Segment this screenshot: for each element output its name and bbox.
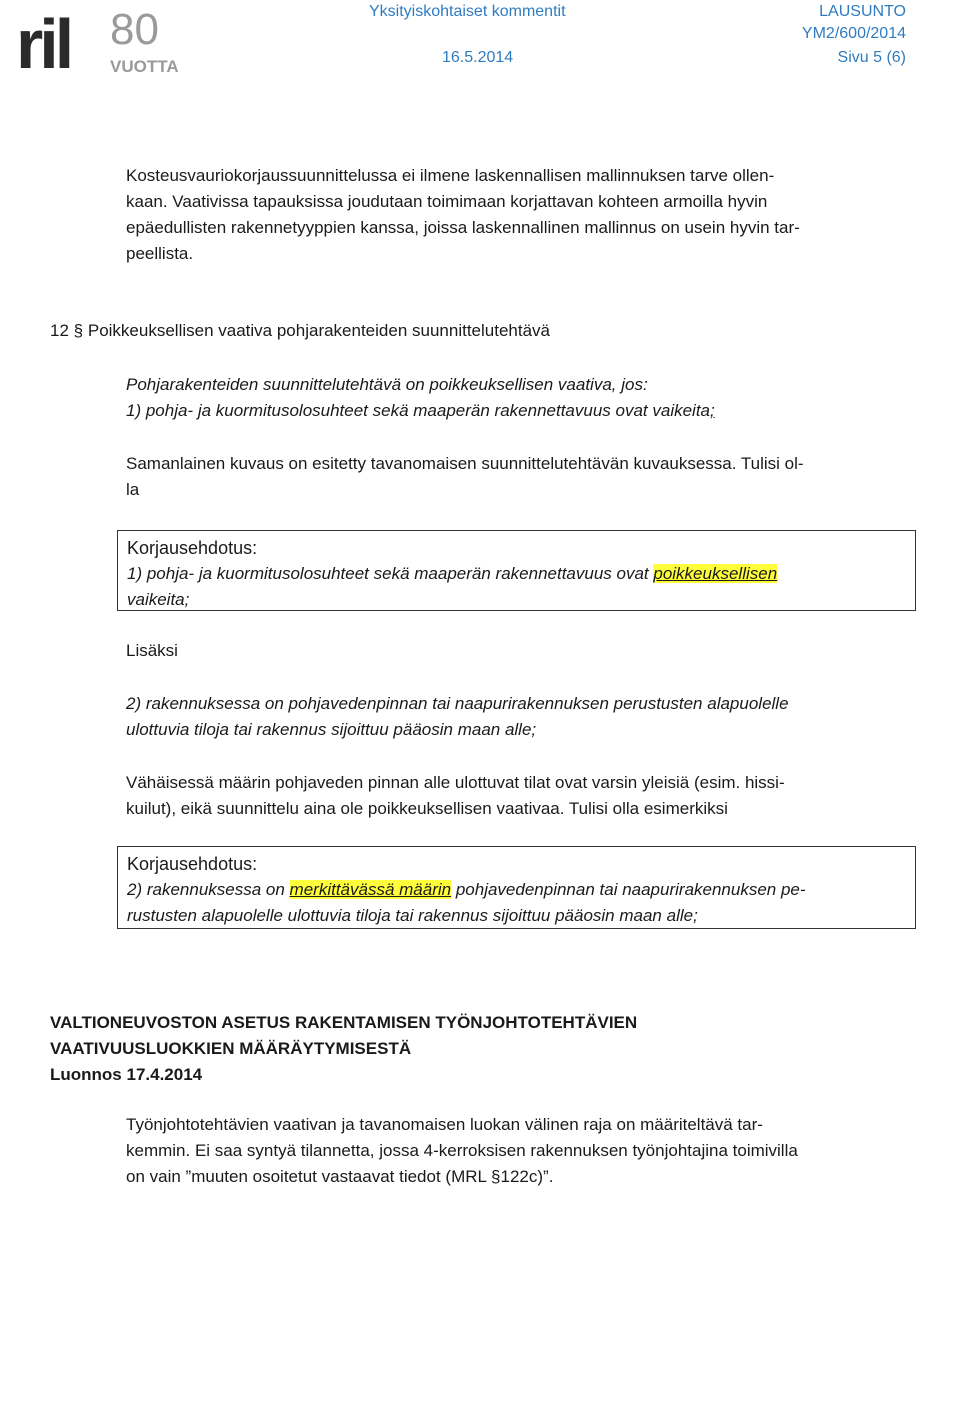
highlighted-text: poikkeuksellisen (653, 564, 778, 583)
correction-line: rustusten alapuolelle ulottuvia tiloja tai rakennus sijoittuu pääosin maan alle; (127, 906, 698, 925)
correction-text: pohjavedenpinnan tai naapurirakennuksen pe- (451, 880, 806, 899)
correction-label: Korjausehdotus: (127, 538, 258, 558)
doc-kind: Yksityiskohtaiset kommentit (369, 3, 566, 20)
comment-line: kuilut), eikä suunnittelu aina ole poikkeuksellisen vaativaa. Tulisi olla esimerkiksi (126, 799, 728, 818)
page-number: Sivu 5 (6) (837, 49, 906, 66)
correction-label: Korjausehdotus: (127, 854, 258, 874)
logo-ril-text: ril (16, 5, 71, 83)
final-line: Työnjohtotehtävien vaativan ja tavanomaisen luokan välinen raja on määriteltävä tar- (126, 1115, 763, 1134)
comment-paragraph (126, 451, 906, 503)
quote-line: ulottuvia tiloja tai rakennus sijoittuu pääosin maan alle; (126, 720, 537, 739)
intro-line: Kosteusvauriokorjaussuunnittelussa ei ilmene laskennallisen mallinnuksen tarve ollen- (126, 166, 775, 185)
final-line: kemmin. Ei saa syntyä tilannetta, jossa 4-kerroksisen rakennuksen työnjohtajina toimivilla (126, 1141, 798, 1160)
quote-line (126, 398, 906, 424)
comment-2-paragraph (126, 770, 906, 822)
intro-line: epäedullisten rakennetyyppien kanssa, joissa laskennallinen mallinnus on usein hyvin tar- (126, 218, 800, 237)
comment-line: Vähäisessä määrin pohjaveden pinnan alle ulottuvat tilat ovat varsin yleisiä (esim. hissi- (126, 773, 785, 792)
logo-vuotta-text: VUOTTA (110, 57, 179, 76)
quote-line: Pohjarakenteiden suunnittelutehtävä on poikkeuksellisen vaativa, jos: (126, 375, 648, 394)
logo-80-text: 80 (110, 5, 159, 54)
final-section-heading (50, 1010, 910, 1088)
quote-line: 2) rakennuksessa on pohjavedenpinnan tai naapurirakennuksen perustusten alapuolelle (126, 694, 789, 713)
doc-date: 16.5.2014 (442, 49, 514, 66)
intro-line: kaan. Vaativissa tapauksissa joudutaan toimimaan korjattavan kohteen armoilla hyvin (126, 192, 768, 211)
correction-line (127, 877, 906, 903)
correction-line (127, 561, 906, 587)
correction-text: 2) rakennuksessa on (127, 880, 290, 899)
section-12-quote (126, 372, 906, 424)
correction-box-1 (117, 530, 916, 611)
highlighted-text: merkittävässä määrin (289, 880, 452, 899)
comment-line: Samanlainen kuvaus on esitetty tavanomaisen suunnittelutehtävän kuvauksessa. Tulisi ol- (126, 454, 804, 473)
quote-text: 1) pohja- ja kuormitusolosuhteet sekä maaperän rakennettavuus ovat vaikeita (126, 401, 711, 420)
section-sign: § (73, 321, 84, 340)
section-number: 12 (50, 321, 69, 340)
final-paragraph (126, 1112, 906, 1190)
final-line: on vain ”muuten osoitetut vastaavat tiedot (MRL §122c)”. (126, 1167, 554, 1186)
intro-paragraph (126, 163, 906, 267)
heading-line: Luonnos 17.4.2014 (50, 1065, 203, 1084)
correction-line: vaikeita; (127, 590, 190, 609)
correction-text: 1) pohja- ja kuormitusolosuhteet sekä maaperän rakennettavuus ovat (127, 564, 654, 583)
doc-number: YM2/600/2014 (801, 25, 906, 42)
quote-2 (126, 691, 906, 743)
correction-box-2 (117, 846, 916, 929)
heading-line: VALTIONEUVOSTON ASETUS RAKENTAMISEN TYÖNJOHTOTEHTÄVIEN (50, 1013, 638, 1032)
intro-line: peellista. (126, 244, 194, 263)
doc-type: LAUSUNTO (819, 3, 906, 20)
section-12-heading (50, 318, 550, 344)
section-title: Poikkeuksellisen vaativa pohjarakenteiden suunnittelutehtävä (87, 321, 550, 340)
lisaksi-label: Lisäksi (126, 641, 178, 660)
quote-underlined-semicolon: ; (710, 401, 715, 420)
comment-line: la (126, 480, 140, 499)
ril-80-logo (14, 0, 179, 83)
heading-line: VAATIVUUSLUOKKIEN MÄÄRÄYTYMISESTÄ (50, 1039, 412, 1058)
